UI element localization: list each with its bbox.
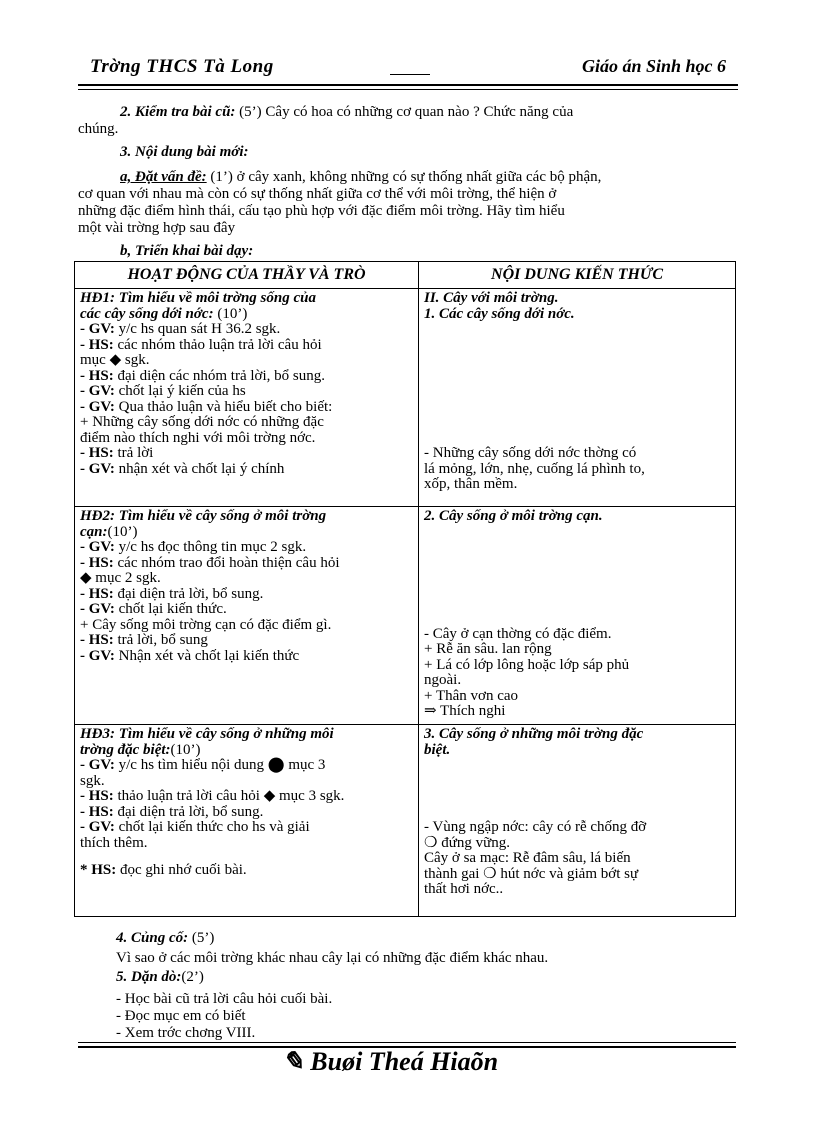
intro-line-1: a, Đặt vấn đề: (1’) ở cây xanh, không những có sự thống nhất giữa các bộ phận, bbox=[120, 169, 602, 185]
column-header-content: NỘI DUNG KIẾN THỨC bbox=[419, 262, 736, 289]
list-item: - Học bài cũ trả lời câu hỏi cuối bài. bbox=[116, 991, 333, 1007]
content-cell-1: II. Cây với môi trờng. 1. Các cây sống dới nớc. - Những cây sống dới nớc thờng có lá mỏng, lớn, nhẹ, cuống lá phình to, xốp, thân mềm. bbox=[419, 289, 736, 507]
lesson-table bbox=[74, 261, 736, 917]
activity-cell-2: HĐ2: Tìm hiểu về cây sống ở môi trờng cạn:(10’) - GV: y/c hs đọc thông tin mục 2 sgk. - HS: các nhóm trao đổi hoàn thiện câu hỏi ◆ mục 2 sgk. - HS: đại diện trả lời, bổ sung. - GV: chốt lại kiến thức. + Cây sống môi trờng cạn có đặc điểm gì. - HS: trả lời, bổ sung - GV: Nhận xét và chốt lại kiến thức bbox=[75, 507, 419, 725]
section-5-line: 5. Dặn dò:(2’) bbox=[116, 969, 204, 985]
intro-line-2: cơ quan với nhau mà còn có sự thống nhất giữa cơ thể với môi trờng, thể hiện ở bbox=[78, 186, 557, 202]
section-3-label: 3. Nội dung bài mới: bbox=[120, 144, 249, 160]
content-cell-3: 3. Cây sống ở những môi trờng đặc biệt. - Vùng ngập nớc: cây có rễ chống đỡ ❍ đứng vững. Cây ở sa mạc: Rễ đâm sâu, lá biến thành gai ❍ hút nớc và giảm bớt sự thất hơi nớc.. bbox=[419, 725, 736, 917]
table-row bbox=[75, 289, 736, 507]
section-4-line: 4. Củng cố: (5’) bbox=[116, 930, 215, 946]
school-name: Trờng THCS Tà Long bbox=[90, 56, 274, 77]
page-header bbox=[78, 56, 736, 84]
activity-cell-3: HĐ3: Tìm hiểu về cây sống ở những môi trờng đặc biệt:(10’) - GV: y/c hs tìm hiểu nội dung ⬤ mục 3 sgk. - HS: thảo luận trả lời câu hỏi ◆ mục 3 sgk. - HS: đại diện trả lời, bổ sung. - GV: chốt lại kiến thức cho hs và giải thích thêm. * HS: đọc ghi nhớ cuối bài. bbox=[75, 725, 419, 917]
table-header-row bbox=[75, 262, 736, 289]
header-divider bbox=[390, 74, 430, 75]
section-2-text: (5’) Cây có hoa có những cơ quan nào ? Chức năng của bbox=[235, 104, 574, 120]
table-row bbox=[75, 507, 736, 725]
footer-rule-thin bbox=[78, 1042, 736, 1043]
list-item: - Đọc mục em có biết bbox=[116, 1008, 246, 1024]
header-rule-thin bbox=[78, 89, 738, 90]
section-4-label: 4. Củng cố: bbox=[116, 930, 189, 946]
content-cell-2: 2. Cây sống ở môi trờng cạn. - Cây ở cạn thờng có đặc điểm. + Rễ ăn sâu. lan rộng + Lá có lớp lông hoặc lớp sáp phủ ngoài. + Thân vơn cao ⇒ Thích nghi bbox=[419, 507, 736, 725]
section-5-label: 5. Dặn dò: bbox=[116, 969, 182, 985]
column-header-activities: HOẠT ĐỘNG CỦA THẦY VÀ TRÒ bbox=[75, 262, 419, 289]
section-4-text: Vì sao ở các môi trờng khác nhau cây lại có những đặc điểm khác nhau. bbox=[116, 950, 549, 966]
activity-cell-1: HĐ1: Tìm hiểu về môi trờng sống của các cây sống dới nớc: (10’) - GV: y/c hs quan sát H 36.2 sgk. - HS: các nhóm thảo luận trả lời câu hỏi mục ◆ sgk. - HS: đại diện các nhóm trả lời, bổ sung. - GV: chốt lại ý kiến của hs - GV: Qua thảo luận và hiểu biết cho biết: + Những cây sống dới nớc có những đặc điểm nào thích nghi với môi trờng nớc. - HS: trả lời - GV: nhận xét và chốt lại ý chính bbox=[75, 289, 419, 507]
section-2-line bbox=[120, 104, 573, 120]
list-item: - Xem trớc chơng VIII. bbox=[116, 1025, 256, 1041]
section-2-text-cont: chúng. bbox=[78, 121, 119, 137]
footer-author: ✎ Buøi Theá Hiaõn bbox=[282, 1047, 499, 1076]
intro-line-4: một vài trờng hợp sau đây bbox=[78, 220, 236, 236]
intro-label: a, Đặt vấn đề: bbox=[120, 169, 207, 185]
section-2-label: 2. Kiểm tra bài cũ: bbox=[120, 104, 236, 120]
header-rule-thick bbox=[78, 84, 738, 86]
intro-line-3: những đặc điểm hình thái, cấu tạo phù hợp với đặc điểm môi trờng. Hãy tìm hiểu bbox=[78, 203, 565, 219]
deploy-label: b, Triển khai bài dạy: bbox=[120, 243, 254, 259]
table-row bbox=[75, 725, 736, 917]
subject-title: Giáo án Sinh học 6 bbox=[581, 56, 726, 76]
